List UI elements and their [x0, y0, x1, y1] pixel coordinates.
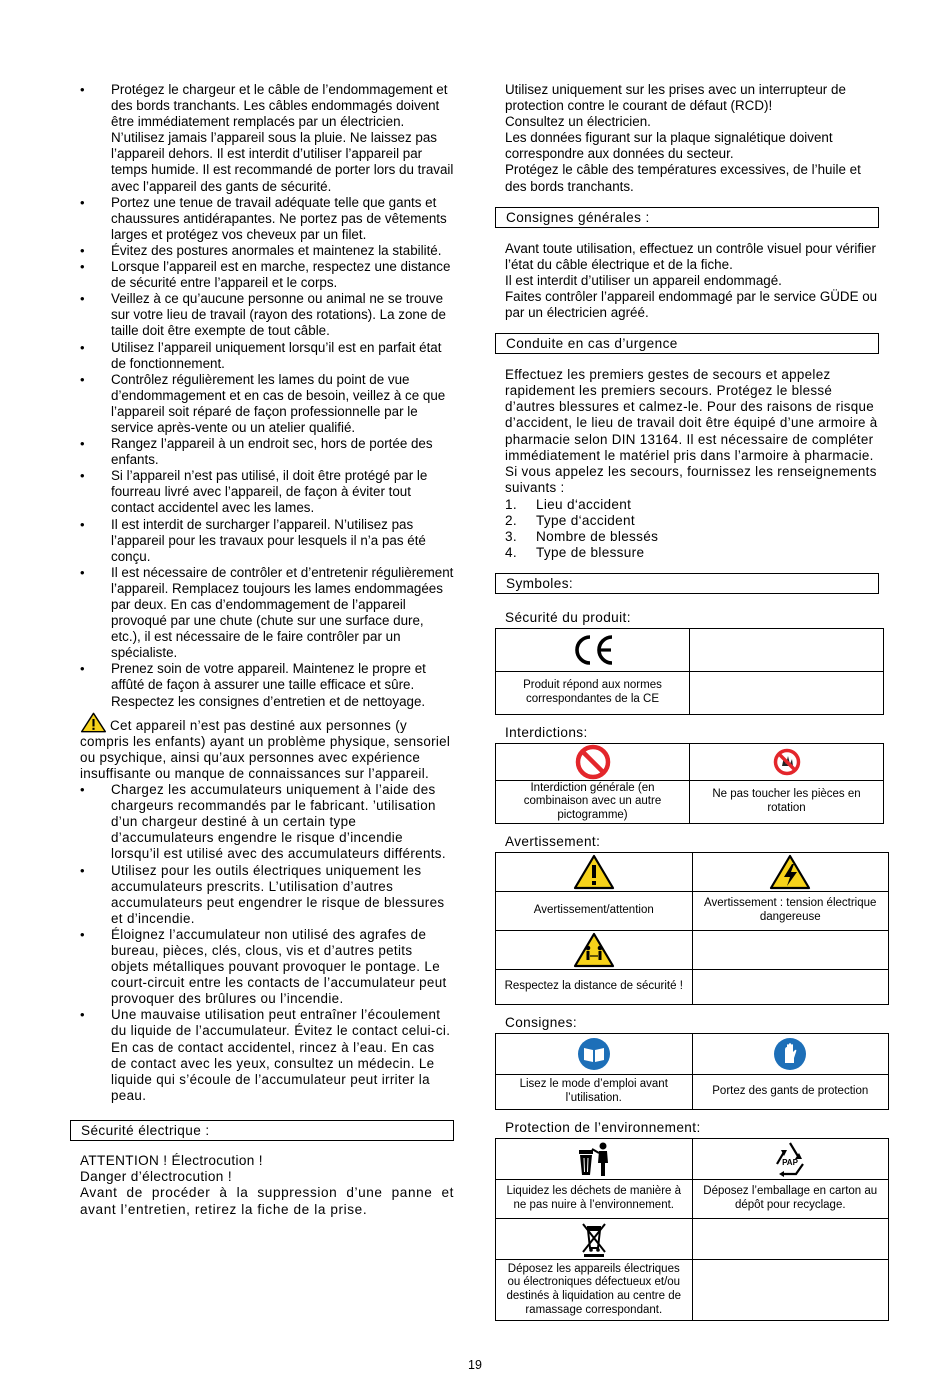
pap-recycling-icon	[770, 1140, 810, 1178]
env-waste-text: Liquidez les déchets de manière à ne pas nuire à l’environnement.	[496, 1180, 693, 1219]
crossed-bin-icon	[579, 1220, 609, 1258]
pap-label: PAP	[782, 1158, 799, 1168]
list-item: 1. Lieu d‘accident	[505, 496, 632, 512]
list-item: • Portez une tenue de travail adéquate telle que gants et chaussures antidérapantes. Ne portez pas de vêtements larges et protégez vos cheveux par un filet.	[80, 195, 454, 243]
instruction-manual-text: Lisez le mode d’emploi avant l’utilisation.	[496, 1075, 693, 1110]
general-line: Avant toute utilisation, effectuez un contrôle visuel pour vérifier l’état du câble électrique et de la fiche.	[505, 240, 876, 272]
emergency-heading: Conduite en cas d’urgence	[495, 333, 879, 354]
weee-icon-cell	[496, 1219, 693, 1260]
empty-cell	[692, 1260, 889, 1321]
list-item: 2. Type d‘accident	[505, 512, 635, 528]
safety-bullet-list	[80, 82, 454, 710]
gloves-icon-cell	[692, 1034, 889, 1075]
no-touch-rotating-icon	[773, 748, 801, 776]
electric-line: ATTENTION ! Électrocution !	[80, 1152, 263, 1168]
page-number: 19	[468, 1358, 482, 1372]
list-item: • Contrôlez régulièrement les lames du point de vue d’endommagement et en cas de besoin, veillez à ce que l’appareil soit réparé de façon professionnelle par le service après-vente ou un atelier qualifié.	[80, 372, 454, 436]
warning-paragraph	[80, 712, 454, 782]
product-safety-heading: Sécurité du produit:	[505, 610, 631, 626]
right-column	[495, 82, 889, 1321]
list-item: 4. Type de blessure	[505, 545, 645, 561]
distance-icon-cell	[496, 931, 693, 970]
list-item: 3. Nombre de blessés	[505, 529, 659, 545]
high-voltage-icon	[769, 854, 811, 890]
env-carton-text: Déposez l’emballage en carton au dépôt pour recyclage.	[692, 1180, 889, 1219]
list-item: • Prenez soin de votre appareil. Maintenez le propre et affûté de façon à assurer une taille efficace et sûre. Respectez les consignes d’entretien et de nettoyage.	[80, 661, 454, 709]
empty-cell	[692, 1219, 889, 1260]
warning-voltage-text: Avertissement : tension électrique dangereuse	[692, 892, 889, 931]
list-item: • Utilisez pour les outils électriques uniquement les accumulateurs prescrits. L’utilisation d’autres accumulateurs peut engendrer le risque de blessures et d’incendie.	[80, 863, 454, 927]
prohibition-icon	[575, 744, 611, 780]
intro-line: Les données figurant sur la plaque signalétique doivent correspondre aux données du secteur.	[505, 130, 833, 162]
instructions-table	[495, 1033, 889, 1110]
intro-line: Utilisez uniquement sur les prises avec un interrupteur de protection contre le courant de défaut (RCD)!	[505, 82, 846, 114]
electric-safety-text	[80, 1153, 454, 1218]
warning-distance-text: Respectez la distance de sécurité !	[496, 970, 693, 1005]
no-touch-rotating-icon-cell	[690, 744, 884, 781]
waste-bin-person-icon	[576, 1140, 612, 1178]
list-item: • Évitez des postures anormales et maintenez la stabilité.	[80, 243, 454, 259]
waste-icon-cell	[496, 1139, 693, 1180]
electric-line: Avant de procéder à la suppression d’une panne et avant l’entretien, retirez la fiche de la prise.	[80, 1185, 454, 1217]
pap-recycling-icon-cell	[692, 1139, 889, 1180]
env-weee-text: Déposez les appareils électriques ou électroniques défectueux et/ou destinés à liquidation au centre de ramassage correspondant.	[496, 1260, 693, 1321]
electric-line: Danger d’électrocution !	[80, 1169, 232, 1185]
list-item: • Chargez les accumulateurs uniquement à l’aide des chargeurs recommandés par le fabricant. ’utilisation d’un chargeur destiné à un certain type d’accumulateurs engendre le risque d’incendie lorsqu’il est utilisé avec des accumulateurs différents.	[80, 782, 454, 862]
emergency-paragraph: Effectuez les premiers gestes de secours et appelez rapidement les premiers secours. Protégez le blessé d’autres blessures et calmez-le. Pour des raisons de risque d’accident, le lieu de travail doit être équipé d’une armoire à pharmacie selon DIN 13164. Il est nécessaire de compléter immédiatement le matériel pris dans l’armoire à pharmacie. Si vous appelez les secours, fournissez les renseignements suivants :	[505, 367, 878, 495]
list-item: • Protégez le chargeur et le câble de l’endommagement et des bords tranchants. Les câbles endommagés doivent être immédiatement remplacés par un électricien. N’utilisez jamais l’appareil sous la pluie. Ne laissez pas l’appareil dehors. Il est interdit d’utiliser l’appareil par temps humide. Il est recommandé de porter lors du travail avec l’appareil des gants de sécurité.	[80, 82, 454, 195]
ce-mark-text: Produit répond aux normes correspondantes de la CE	[496, 672, 690, 715]
empty-cell	[692, 970, 889, 1005]
list-item: • Une mauvaise utilisation peut entraîner l’écoulement du liquide de l’accumulateur. Évitez le contact celui-ci. En cas de contact accidentel, rincez à l’eau. En cas de contact avec les yeux, consultez un médecin. Le liquide qui s’écoule de l’accumulateur peut irriter la peau.	[80, 1007, 454, 1104]
product-safety-table	[495, 628, 884, 715]
voltage-icon-cell	[692, 853, 889, 892]
prohibition-icon-cell	[496, 744, 690, 781]
manual-icon-cell	[496, 1034, 693, 1075]
instructions-heading: Consignes:	[505, 1015, 578, 1031]
prohibition-general-text: Interdiction générale (en combinaison avec un autre pictogramme)	[496, 781, 690, 824]
empty-cell	[692, 931, 889, 970]
prohibitions-table	[495, 743, 884, 824]
warning-paragraph-text: Cet appareil n’est pas destiné aux personnes (y compris les enfants) ayant un problème physique, sensoriel ou psychique, ainsi qu’aux personnes avec expérience insuffisante ou manque de connaissances sur l’appareil.	[80, 717, 451, 781]
battery-bullet-list	[80, 782, 454, 1104]
prohibitions-heading: Interdictions:	[505, 725, 588, 741]
list-item: • Il est interdit de surcharger l’appareil. N’utilisez pas l’appareil pour les travaux pour lesquels il n’a pas été conçu.	[80, 517, 454, 565]
warnings-heading: Avertissement:	[505, 834, 601, 850]
warning-icon-cell	[496, 853, 693, 892]
list-item: • Utilisez l’appareil uniquement lorsqu’il est en parfait état de fonctionnement.	[80, 340, 454, 372]
prohibition-rotation-text: Ne pas toucher les pièces en rotation	[690, 781, 884, 824]
ce-mark-icon	[570, 633, 616, 667]
environment-heading: Protection de l’environnement:	[505, 1120, 701, 1136]
warning-triangle-icon	[80, 712, 107, 733]
empty-cell	[690, 629, 884, 672]
wear-gloves-icon	[772, 1036, 808, 1072]
intro-line: Consultez un électricien.	[505, 114, 651, 130]
read-manual-icon	[576, 1036, 612, 1072]
electric-safety-heading: Sécurité électrique :	[70, 1120, 454, 1141]
empty-cell	[690, 672, 884, 715]
emergency-list	[495, 497, 889, 561]
left-column	[80, 82, 454, 1218]
general-heading: Consignes générales :	[495, 207, 879, 228]
safety-distance-icon	[573, 932, 615, 968]
instruction-gloves-text: Portez des gants de protection	[692, 1075, 889, 1110]
environment-table	[495, 1138, 889, 1321]
warning-attention-text: Avertissement/attention	[496, 892, 693, 931]
intro-line: Protégez le câble des températures excessives, de l’huile et des bords tranchants.	[505, 162, 861, 194]
symbols-heading: Symboles:	[495, 573, 879, 594]
list-item: • Veillez à ce qu’aucune personne ou animal ne se trouve sur votre lieu de travail (rayon des rotations). La zone de taille doit être exempte de tout câble.	[80, 291, 454, 339]
list-item: • Il est nécessaire de contrôler et d’entretenir régulièrement l’appareil. Remplacez toujours les lames endommagées par deux. En cas d’endommagement de l’appareil provoqué par une chute (chute sur une surface dure, etc.), il est nécessaire de le faire contrôler par un spécialiste.	[80, 565, 454, 662]
warnings-table	[495, 852, 889, 1005]
list-item: • Éloignez l’accumulateur non utilisé des agrafes de bureau, pièces, clés, clous, vis et d’autres petits objets métalliques pouvant provoquer le pontage. Le court-circuit entre les contacts de l’accumulateur peut provoquer des brûlures ou l’incendie.	[80, 927, 454, 1007]
general-line: Il est interdit d’utiliser un appareil endommagé.	[505, 272, 782, 288]
list-item: • Lorsque l’appareil est en marche, respectez une distance de sécurité entre l’appareil et le corps.	[80, 259, 454, 291]
ce-mark-cell	[496, 629, 690, 672]
general-text	[495, 241, 889, 321]
general-line: Faites contrôler l’appareil endommagé par le service GÜDE ou par un électricien agréé.	[505, 288, 878, 321]
warning-attention-icon	[573, 854, 615, 890]
list-item: • Rangez l’appareil à un endroit sec, hors de portée des enfants.	[80, 436, 454, 468]
list-item: • Si l’appareil n’est pas utilisé, il doit être protégé par le fourreau livré avec l’appareil, de façon à éviter tout contact accidentel avec les lames.	[80, 468, 454, 516]
